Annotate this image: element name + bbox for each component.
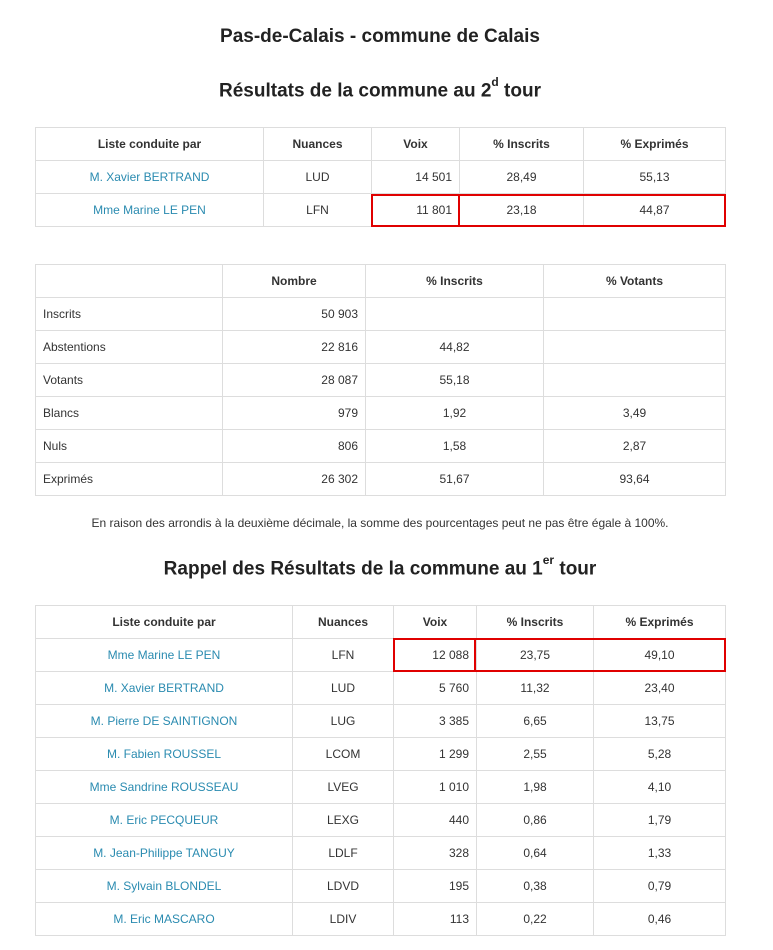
exprimes-cell: 4,10 — [594, 771, 726, 804]
nuance-cell: LFN — [293, 639, 394, 672]
nombre-cell: 979 — [223, 397, 366, 430]
nuance-cell: LUD — [264, 161, 372, 194]
table-row — [36, 672, 726, 705]
table-header-row — [36, 128, 726, 161]
table-row — [36, 430, 726, 463]
col-header-nuances: Nuances — [264, 128, 372, 161]
nombre-cell: 50 903 — [223, 298, 366, 331]
table-row — [36, 903, 726, 936]
nuance-cell: LVEG — [293, 771, 394, 804]
votants-cell: 3,49 — [544, 397, 726, 430]
exprimes-cell: 23,40 — [594, 672, 726, 705]
nuance-cell: LUD — [293, 672, 394, 705]
row-label: Nuls — [36, 430, 223, 463]
nuance-cell: LEXG — [293, 804, 394, 837]
candidate-link[interactable]: M. Sylvain BLONDEL — [36, 870, 293, 903]
highlight-box — [393, 638, 476, 672]
col-header-inscrits: % Inscrits — [460, 128, 584, 161]
second-round-title — [0, 75, 760, 102]
votants-cell — [544, 331, 726, 364]
second-round-title-text: Résultats de la commune au 2 — [219, 80, 492, 102]
nombre-cell: 806 — [223, 430, 366, 463]
nuance-cell: LDVD — [293, 870, 394, 903]
row-label: Exprimés — [36, 463, 223, 496]
inscrits-cell: 6,65 — [477, 705, 594, 738]
table-row — [36, 161, 726, 194]
inscrits-cell: 23,18 — [460, 194, 584, 227]
candidate-link[interactable]: M. Xavier BERTRAND — [36, 672, 293, 705]
exprimes-cell: 0,79 — [594, 870, 726, 903]
rounding-note: En raison des arrondis à la deuxième décimale, la somme des pourcentages peut ne pas être égale à 100%. — [91, 516, 669, 530]
candidate-link[interactable]: M. Fabien ROUSSEL — [36, 738, 293, 771]
inscrits-cell: 44,82 — [366, 331, 544, 364]
exprimes-cell: 1,33 — [594, 837, 726, 870]
exprimes-cell: 13,75 — [594, 705, 726, 738]
voix-cell: 12 088 — [394, 639, 477, 672]
row-label: Votants — [36, 364, 223, 397]
inscrits-cell: 0,64 — [477, 837, 594, 870]
inscrits-cell: 2,55 — [477, 738, 594, 771]
inscrits-cell: 1,98 — [477, 771, 594, 804]
inscrits-cell: 0,22 — [477, 903, 594, 936]
candidate-link[interactable]: Mme Sandrine ROUSSEAU — [36, 771, 293, 804]
second-round-title-sup: d — [491, 75, 499, 89]
col-header-liste: Liste conduite par — [36, 606, 293, 639]
highlight-box — [474, 638, 726, 672]
col-header-nombre: Nombre — [223, 265, 366, 298]
table-header-row — [36, 265, 726, 298]
candidate-link[interactable]: M. Jean-Philippe TANGUY — [36, 837, 293, 870]
inscrits-cell: 11,32 — [477, 672, 594, 705]
col-header-voix: Voix — [394, 606, 477, 639]
col-header-votants: % Votants — [544, 265, 726, 298]
table-row — [36, 804, 726, 837]
table-row — [36, 837, 726, 870]
row-label: Inscrits — [36, 298, 223, 331]
candidate-link[interactable]: Mme Marine LE PEN — [36, 194, 264, 227]
table-header-row — [36, 606, 726, 639]
table-row — [36, 738, 726, 771]
first-round-title-sup: er — [542, 553, 555, 567]
voix-cell: 11 801 — [372, 194, 460, 227]
exprimes-cell: 5,28 — [594, 738, 726, 771]
nombre-cell: 26 302 — [223, 463, 366, 496]
table-row — [36, 463, 726, 496]
first-round-title-text: Rappel des Résultats de la commune au 1 — [163, 558, 543, 580]
voix-cell: 440 — [394, 804, 477, 837]
candidate-link[interactable]: M. Pierre DE SAINTIGNON — [36, 705, 293, 738]
votants-cell — [544, 364, 726, 397]
col-header-exprimes: % Exprimés — [594, 606, 726, 639]
nuance-cell: LCOM — [293, 738, 394, 771]
col-header-empty — [36, 265, 223, 298]
row-label: Blancs — [36, 397, 223, 430]
voix-cell: 113 — [394, 903, 477, 936]
inscrits-cell: 51,67 — [366, 463, 544, 496]
col-header-inscrits: % Inscrits — [366, 265, 544, 298]
row-label: Abstentions — [36, 331, 223, 364]
col-header-inscrits: % Inscrits — [477, 606, 594, 639]
inscrits-cell: 55,18 — [366, 364, 544, 397]
voix-cell: 5 760 — [394, 672, 477, 705]
candidate-link[interactable]: Mme Marine LE PEN — [36, 639, 293, 672]
candidate-link[interactable]: M. Xavier BERTRAND — [36, 161, 264, 194]
exprimes-cell: 0,46 — [594, 903, 726, 936]
highlight-box — [371, 194, 460, 227]
inscrits-cell: 23,75 — [477, 639, 594, 672]
exprimes-cell: 49,10 — [594, 639, 726, 672]
inscrits-cell: 0,86 — [477, 804, 594, 837]
candidate-link[interactable]: M. Eric MASCARO — [36, 903, 293, 936]
inscrits-cell: 1,58 — [366, 430, 544, 463]
nuance-cell: LDIV — [293, 903, 394, 936]
exprimes-cell: 55,13 — [584, 161, 726, 194]
table-row — [36, 298, 726, 331]
votants-cell: 93,64 — [544, 463, 726, 496]
nuance-cell: LUG — [293, 705, 394, 738]
nombre-cell: 28 087 — [223, 364, 366, 397]
nuance-cell: LFN — [264, 194, 372, 227]
votants-cell: 2,87 — [544, 430, 726, 463]
col-header-liste: Liste conduite par — [36, 128, 264, 161]
page-title: Pas-de-Calais - commune de Calais — [220, 26, 540, 47]
exprimes-cell: 44,87 — [584, 194, 726, 227]
voix-cell: 14 501 — [372, 161, 460, 194]
inscrits-cell: 1,92 — [366, 397, 544, 430]
first-round-title-suffix: tour — [554, 558, 597, 580]
table-row — [36, 705, 726, 738]
voix-cell: 3 385 — [394, 705, 477, 738]
voix-cell: 195 — [394, 870, 477, 903]
candidate-link[interactable]: M. Eric PECQUEUR — [36, 804, 293, 837]
votants-cell — [544, 298, 726, 331]
col-header-exprimes: % Exprimés — [584, 128, 726, 161]
nombre-cell: 22 816 — [223, 331, 366, 364]
table-row — [36, 771, 726, 804]
participation-table — [35, 264, 726, 496]
table-row — [36, 870, 726, 903]
inscrits-cell: 0,38 — [477, 870, 594, 903]
voix-cell: 1 010 — [394, 771, 477, 804]
second-round-title-suffix: tour — [498, 80, 541, 102]
voix-cell: 328 — [394, 837, 477, 870]
voix-cell: 1 299 — [394, 738, 477, 771]
nuance-cell: LDLF — [293, 837, 394, 870]
highlight-box — [458, 194, 726, 227]
table-row — [36, 364, 726, 397]
first-round-title — [0, 553, 760, 580]
table-row — [36, 331, 726, 364]
col-header-voix: Voix — [372, 128, 460, 161]
inscrits-cell: 28,49 — [460, 161, 584, 194]
exprimes-cell: 1,79 — [594, 804, 726, 837]
col-header-nuances: Nuances — [293, 606, 394, 639]
table-row — [36, 397, 726, 430]
inscrits-cell — [366, 298, 544, 331]
